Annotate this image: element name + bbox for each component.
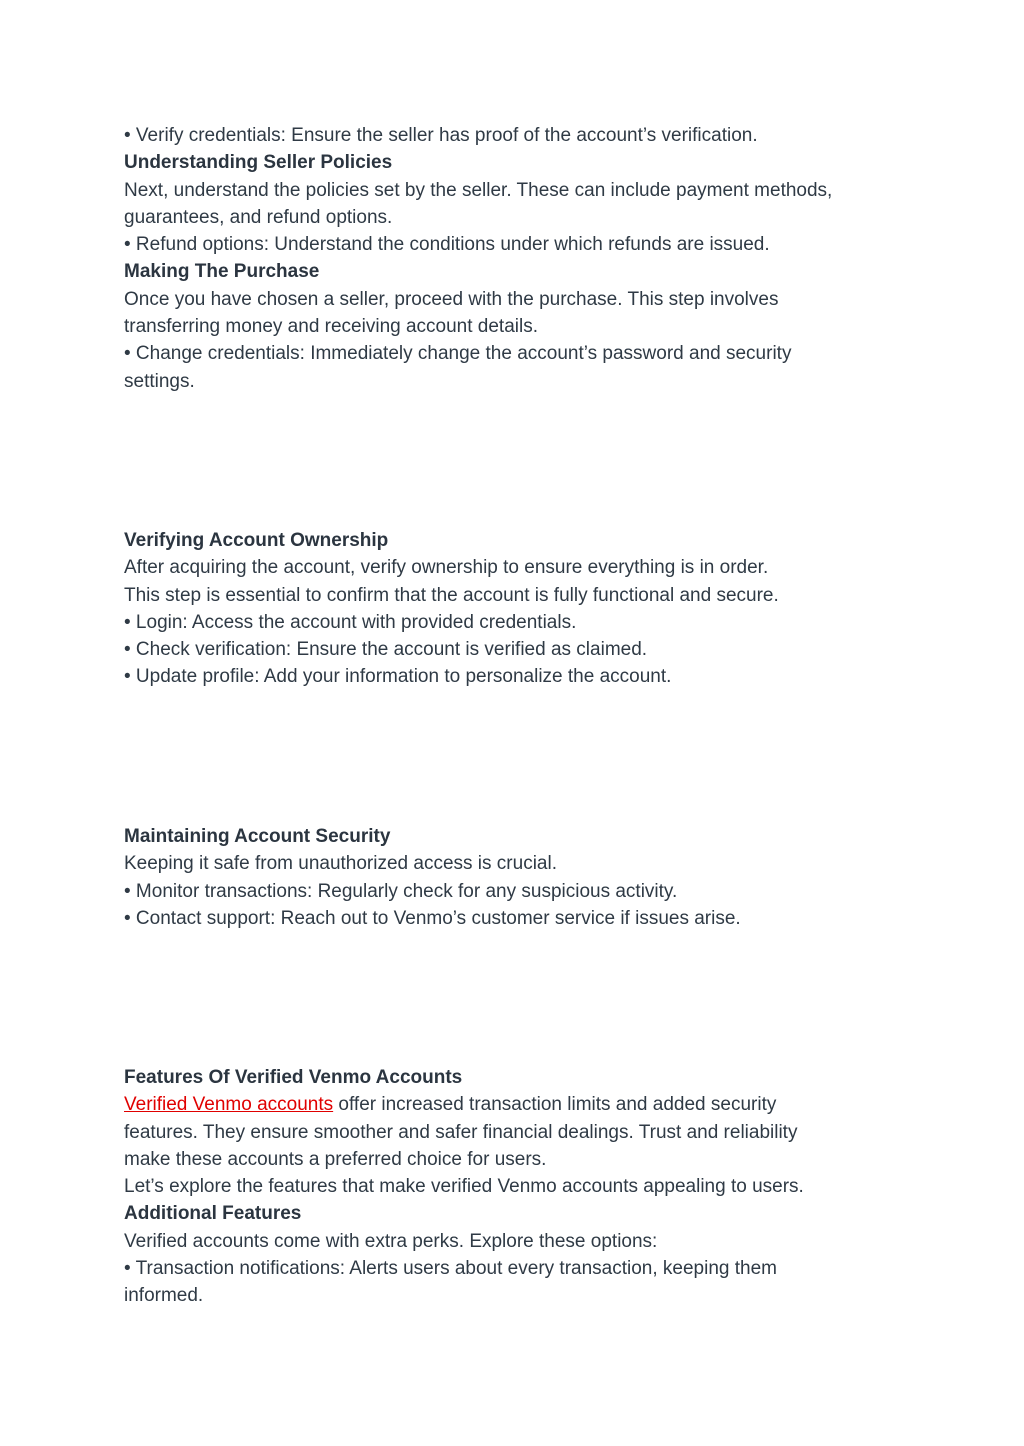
ownership-paragraph-line-2: This step is essential to confirm that the account is fully functional and secure.: [124, 584, 779, 606]
heading-features-of-verified-venmo-accounts: Features Of Verified Venmo Accounts: [124, 1067, 463, 1088]
features-paragraph-line-1-text: offer increased transaction limits and added security: [333, 1094, 777, 1116]
purchase-paragraph-line-2: transferring money and receiving account details.: [124, 316, 539, 338]
bullet-update-profile: • Update profile: Add your information to personalize the account.: [124, 666, 672, 688]
bullet-refund-options: • Refund options: Understand the conditions under which refunds are issued.: [124, 234, 770, 256]
features-paragraph-line-4: Let’s explore the features that make verified Venmo accounts appealing to users.: [124, 1176, 804, 1198]
bullet-change-credentials-line-2: settings.: [124, 370, 195, 392]
bullet-verify-credentials: • Verify credentials: Ensure the seller has proof of the account’s verification.: [124, 125, 758, 146]
heading-maintaining-account-security: Maintaining Account Security: [124, 826, 391, 847]
heading-making-the-purchase: Making The Purchase: [124, 261, 320, 283]
heading-additional-features: Additional Features: [124, 1203, 302, 1225]
heading-verifying-account-ownership: Verifying Account Ownership: [124, 530, 389, 551]
purchase-paragraph-line-1: Once you have chosen a seller, proceed with the purchase. This step involves: [124, 288, 779, 310]
bullet-contact-support: • Contact support: Reach out to Venmo’s customer service if issues arise.: [124, 907, 741, 929]
ownership-paragraph-line-1: After acquiring the account, verify ownership to ensure everything is in order.: [124, 557, 769, 579]
ownership-section: [124, 527, 904, 691]
heading-understanding-seller-policies: Understanding Seller Policies: [124, 152, 393, 174]
features-paragraph-line-1: [124, 1091, 904, 1118]
policies-paragraph-line-2: guarantees, and refund options.: [124, 206, 393, 228]
verified-venmo-accounts-link[interactable]: Verified Venmo accounts: [124, 1094, 334, 1116]
features-paragraph-line-3: make these accounts a preferred choice for users.: [124, 1148, 547, 1170]
seller-section: [124, 122, 904, 395]
bullet-check-verification: • Check verification: Ensure the account is verified as claimed.: [124, 639, 648, 661]
bullet-change-credentials-line-1: • Change credentials: Immediately change the account’s password and security: [124, 343, 792, 365]
policies-paragraph-line-1: Next, understand the policies set by the seller. These can include payment methods,: [124, 179, 833, 201]
security-section: [124, 823, 904, 932]
features-paragraph-line-2: features. They ensure smoother and safer financial dealings. Trust and reliability: [124, 1121, 798, 1143]
bullet-monitor-transactions: • Monitor transactions: Regularly check for any suspicious activity.: [124, 880, 678, 902]
additional-paragraph: Verified accounts come with extra perks. Explore these options:: [124, 1230, 658, 1252]
bullet-transaction-notifications-line-2: informed.: [124, 1285, 204, 1307]
security-paragraph: Keeping it safe from unauthorized access is crucial.: [124, 853, 557, 875]
bullet-transaction-notifications-line-1: • Transaction notifications: Alerts users about every transaction, keeping them: [124, 1258, 777, 1280]
bullet-login: • Login: Access the account with provided credentials.: [124, 611, 577, 633]
features-section: [124, 1064, 904, 1310]
